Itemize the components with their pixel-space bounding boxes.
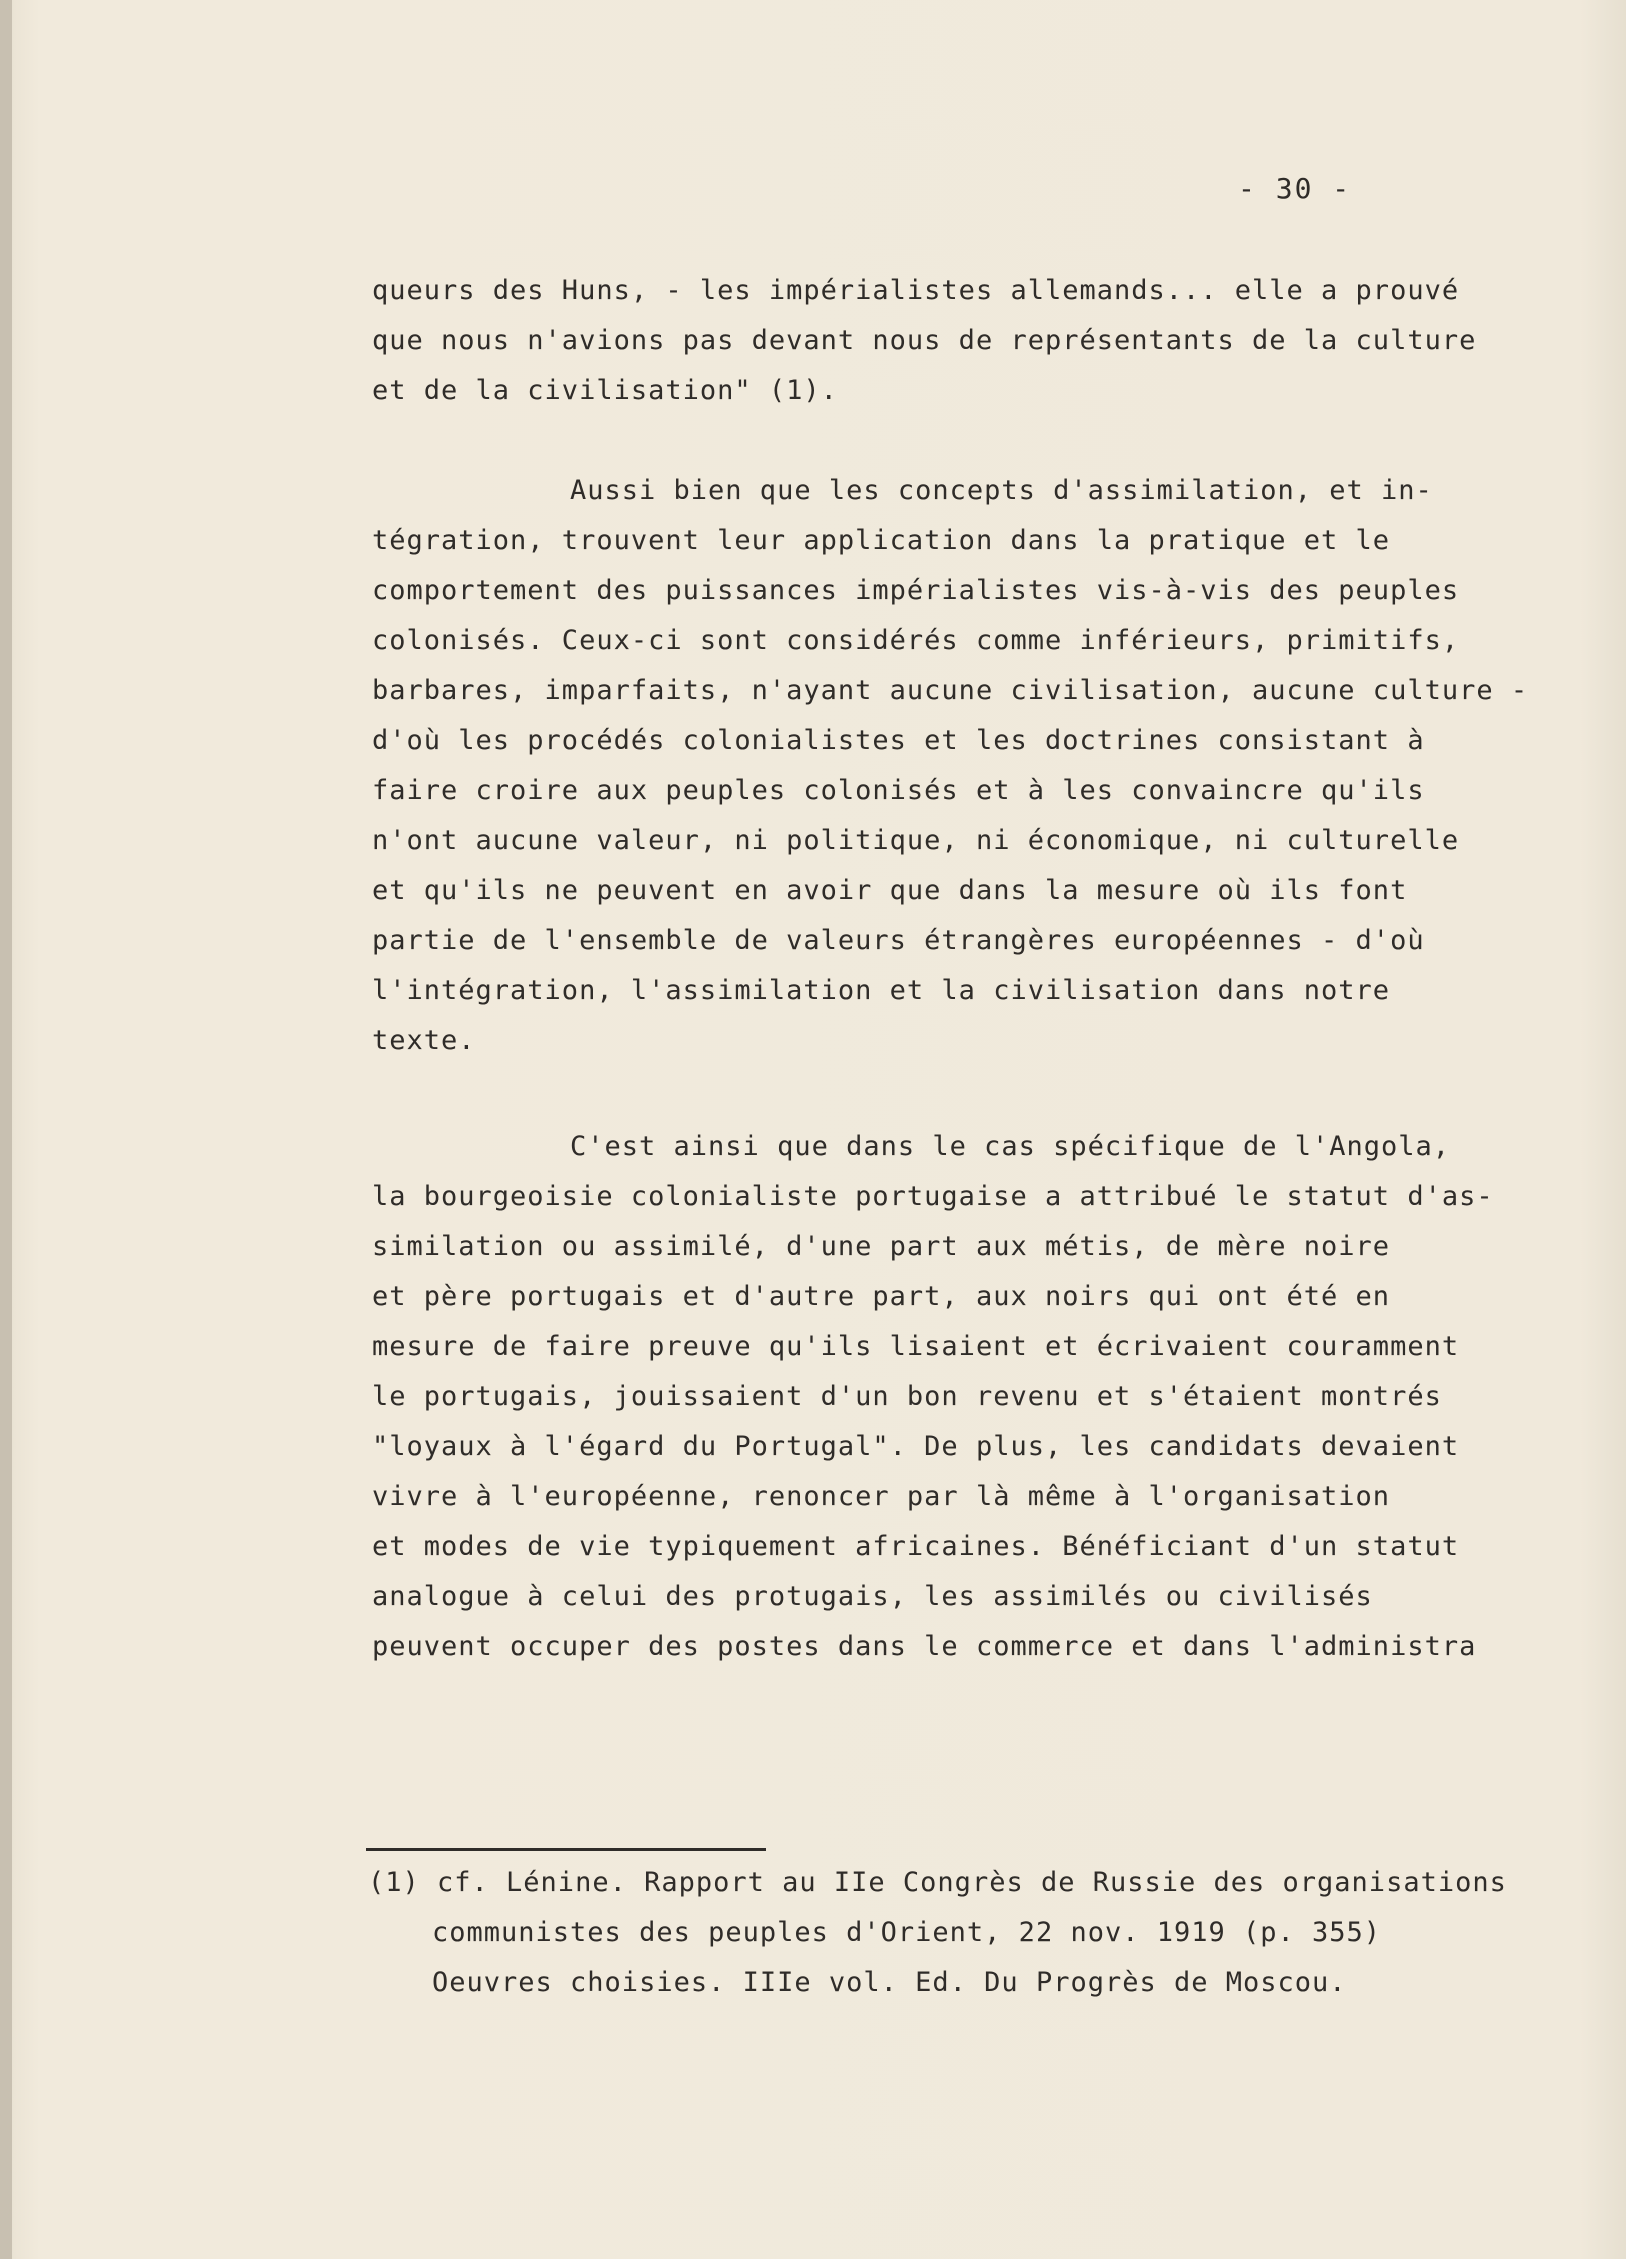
text-line: et de la civilisation" (1). — [372, 375, 838, 406]
footnote-line: communistes des peuples d'Orient, 22 nov. 1919 (p. 355) — [432, 1917, 1382, 1948]
text-line: similation ou assimilé, d'une part aux métis, de mère noire — [372, 1231, 1391, 1262]
footnote-rule — [366, 1848, 766, 1851]
text-line: la bourgeoisie colonialiste portugaise a attribué le statut d'as- — [372, 1181, 1494, 1212]
text-line: "loyaux à l'égard du Portugal". De plus, les candidats devaient — [372, 1431, 1460, 1462]
text-line: partie de l'ensemble de valeurs étrangères européennes - d'où — [372, 925, 1425, 956]
text-line: colonisés. Ceux-ci sont considérés comme inférieurs, primitifs, — [372, 625, 1460, 656]
footnote-line: (1) cf. Lénine. Rapport au IIe Congrès de Russie des organisations — [368, 1867, 1507, 1898]
text-line: d'où les procédés colonialistes et les doctrines consistant à — [372, 725, 1425, 756]
text-line: que nous n'avions pas devant nous de représentants de la culture — [372, 325, 1477, 356]
text-line: C'est ainsi que dans le cas spécifique de l'Angola, — [570, 1131, 1451, 1162]
text-line: texte. — [372, 1025, 476, 1056]
text-line: n'ont aucune valeur, ni politique, ni économique, ni culturelle — [372, 825, 1460, 856]
text-line: tégration, trouvent leur application dans la pratique et le — [372, 525, 1391, 556]
text-line: Aussi bien que les concepts d'assimilation, et in- — [570, 475, 1433, 506]
text-line: et père portugais et d'autre part, aux noirs qui ont été en — [372, 1281, 1391, 1312]
text-line: comportement des puissances impérialistes vis-à-vis des peuples — [372, 575, 1460, 606]
text-line: analogue à celui des protugais, les assimilés ou civilisés — [372, 1581, 1373, 1612]
text-line: mesure de faire preuve qu'ils lisaient et écrivaient couramment — [372, 1331, 1460, 1362]
text-line: vivre à l'européenne, renoncer par là même à l'organisation — [372, 1481, 1391, 1512]
text-line: le portugais, jouissaient d'un bon revenu et s'étaient montrés — [372, 1381, 1442, 1412]
text-line: peuvent occuper des postes dans le commerce et dans l'administra — [372, 1631, 1477, 1662]
page-number: - 30 - — [1238, 172, 1352, 205]
page-edge — [0, 0, 12, 2259]
text-line: faire croire aux peuples colonisés et à les convaincre qu'ils — [372, 775, 1425, 806]
footnote-line: Oeuvres choisies. IIIe vol. Ed. Du Progrès de Moscou. — [432, 1967, 1347, 1998]
text-line: et qu'ils ne peuvent en avoir que dans la mesure où ils font — [372, 875, 1408, 906]
text-line: l'intégration, l'assimilation et la civilisation dans notre — [372, 975, 1391, 1006]
text-line: barbares, imparfaits, n'ayant aucune civilisation, aucune culture - — [372, 675, 1529, 706]
text-line: et modes de vie typiquement africaines. Bénéficiant d'un statut — [372, 1531, 1460, 1562]
text-line: queurs des Huns, - les impérialistes allemands... elle a prouvé — [372, 275, 1460, 306]
